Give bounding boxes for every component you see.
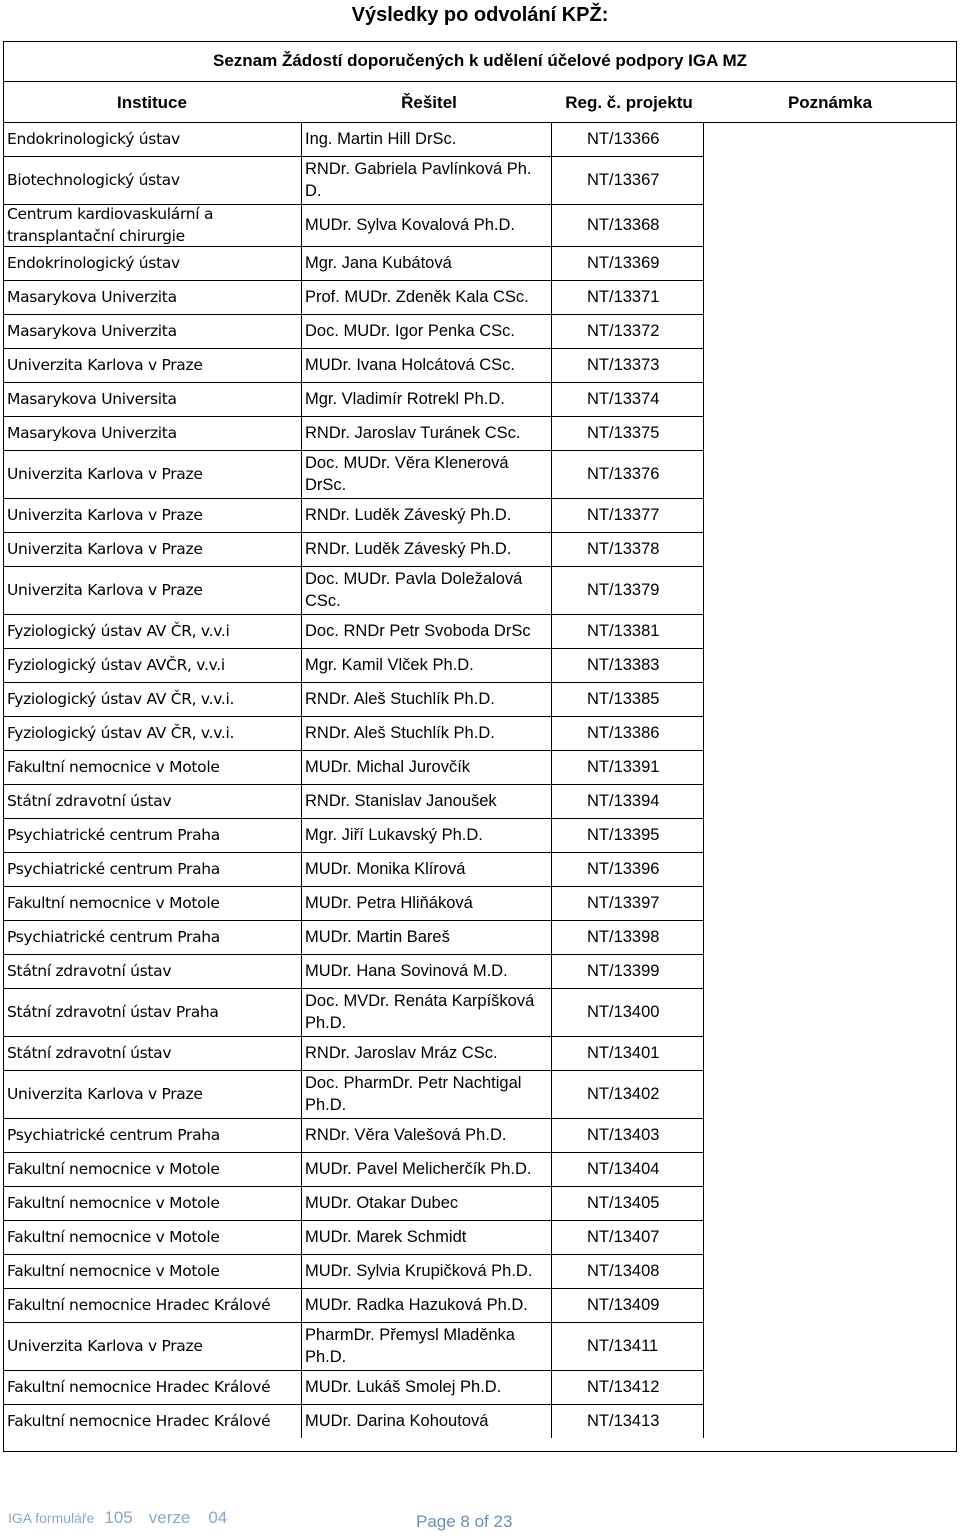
project-cell: NT/13386 xyxy=(587,724,660,742)
institution-cell: Univerzita Karlova v Praze xyxy=(7,506,203,524)
institution-cell: Státní zdravotní ústav xyxy=(7,1044,172,1062)
project-cell: NT/13374 xyxy=(587,390,660,408)
institution-cell: Psychiatrické centrum Praha xyxy=(7,826,220,844)
institution-cell: Masarykova Univerzita xyxy=(7,288,177,306)
solver-cell: MUDr. Pavel Melicherčík Ph.D. xyxy=(305,1160,532,1178)
institution-cell: Fakultní nemocnice Hradec Králové xyxy=(7,1296,271,1314)
column-header-institution: Instituce xyxy=(117,93,187,112)
project-cell: NT/13396 xyxy=(587,860,660,878)
solver-cell: RNDr. Věra Valešová Ph.D. xyxy=(305,1126,507,1144)
institution-cell: Univerzita Karlova v Praze xyxy=(7,540,203,558)
solver-cell: MUDr. Michal Jurovčík xyxy=(305,758,471,776)
institution-cell: Biotechnologický ústav xyxy=(7,171,180,189)
table-header xyxy=(4,88,956,118)
project-cell: NT/13372 xyxy=(587,322,660,340)
solver-cell: Doc. MVDr. Renáta Karpíšková Ph.D. xyxy=(305,992,535,1032)
solver-cell: Doc. MUDr. Igor Penka CSc. xyxy=(305,322,515,340)
project-cell: NT/13385 xyxy=(587,690,660,708)
solver-cell: MUDr. Radka Hazuková Ph.D. xyxy=(305,1296,528,1314)
institution-cell: Univerzita Karlova v Praze xyxy=(7,581,203,599)
institution-cell: Endokrinologický ústav xyxy=(7,130,180,148)
project-cell: NT/13371 xyxy=(587,288,660,306)
institution-cell: Univerzita Karlova v Praze xyxy=(7,1337,203,1355)
solver-cell: Ing. Martin Hill DrSc. xyxy=(305,130,457,148)
form-label: IGA formuláře xyxy=(8,1510,95,1526)
institution-cell: Centrum kardiovaskulární a transplantační chirurgie xyxy=(7,205,214,245)
page-title: Výsledky po odvolání KPŽ: xyxy=(351,4,609,26)
solver-cell: RNDr. Gabriela Pavlínková Ph. D. xyxy=(305,160,532,200)
institution-cell: Fakultní nemocnice v Motole xyxy=(7,1160,220,1178)
institution-cell: Fyziologický ústav AV ČR, v.v.i. xyxy=(7,690,235,708)
institution-cell: Fyziologický ústav AV ČR, v.v.i xyxy=(7,622,230,640)
solver-cell: MUDr. Hana Sovinová M.D. xyxy=(305,962,508,980)
version-number: 04 xyxy=(208,1508,228,1527)
project-cell: NT/13368 xyxy=(587,216,660,234)
project-cell: NT/13400 xyxy=(587,1003,660,1021)
column-header-note: Poznámka xyxy=(787,93,873,112)
column-divider xyxy=(703,122,704,1438)
solver-cell: RNDr. Jaroslav Turánek CSc. xyxy=(305,424,521,442)
institution-cell: Fakultní nemocnice v Motole xyxy=(7,1262,220,1280)
solver-cell: MUDr. Sylva Kovalová Ph.D. xyxy=(305,216,515,234)
solver-cell: RNDr. Luděk Záveský Ph.D. xyxy=(305,506,512,524)
solver-cell: RNDr. Stanislav Janoušek xyxy=(305,792,497,810)
solver-cell: MUDr. Otakar Dubec xyxy=(305,1194,459,1212)
project-cell: NT/13397 xyxy=(587,894,660,912)
institution-cell: Fakultní nemocnice v Motole xyxy=(7,758,220,776)
institution-cell: Fakultní nemocnice Hradec Králové xyxy=(7,1378,271,1396)
column-divider xyxy=(551,122,552,1438)
institution-cell: Fyziologický ústav AVČR, v.v.i xyxy=(7,656,225,674)
project-cell: NT/13383 xyxy=(587,656,660,674)
institution-cell: Masarykova Univerzita xyxy=(7,322,177,340)
version-label: verze xyxy=(148,1508,191,1527)
solver-cell: Mgr. Vladimír Rotrekl Ph.D. xyxy=(305,390,505,408)
project-cell: NT/13411 xyxy=(587,1337,659,1355)
solver-cell: Doc. RNDr Petr Svoboda DrSc xyxy=(305,622,531,640)
solver-cell: MUDr. Martin Bareš xyxy=(305,928,450,946)
project-cell: NT/13398 xyxy=(587,928,660,946)
solver-cell: MUDr. Monika Klírová xyxy=(305,860,466,878)
project-cell: NT/13394 xyxy=(587,792,660,810)
solver-cell: MUDr. Marek Schmidt xyxy=(305,1228,467,1246)
project-cell: NT/13402 xyxy=(587,1085,660,1103)
project-cell: NT/13413 xyxy=(587,1412,660,1430)
institution-cell: Masarykova Univerzita xyxy=(7,424,177,442)
subtitle-divider xyxy=(4,81,956,82)
header-divider xyxy=(4,122,956,123)
project-cell: NT/13408 xyxy=(587,1262,660,1280)
institution-cell: Endokrinologický ústav xyxy=(7,254,180,272)
solver-cell: MUDr. Petra Hliňáková xyxy=(305,894,473,912)
institution-cell: Psychiatrické centrum Praha xyxy=(7,1126,220,1144)
institution-cell: Fakultní nemocnice Hradec Králové xyxy=(7,1412,271,1430)
project-cell: NT/13381 xyxy=(587,622,660,640)
project-cell: NT/13404 xyxy=(587,1160,660,1178)
column-divider xyxy=(301,122,302,1438)
project-cell: NT/13378 xyxy=(587,540,660,558)
solver-cell: Doc. MUDr. Pavla Doležalová CSc. xyxy=(305,570,523,610)
project-cell: NT/13403 xyxy=(587,1126,660,1144)
solver-cell: RNDr. Jaroslav Mráz CSc. xyxy=(305,1044,498,1062)
column-header-project: Reg. č. projektu xyxy=(565,93,693,112)
solver-cell: MUDr. Darina Kohoutová xyxy=(305,1412,489,1430)
institution-cell: Státní zdravotní ústav Praha xyxy=(7,1003,219,1021)
solver-cell: PharmDr. Přemysl Mladěnka Ph.D. xyxy=(305,1326,515,1366)
project-cell: NT/13375 xyxy=(587,424,660,442)
project-cell: NT/13412 xyxy=(587,1378,660,1396)
institution-cell: Fakultní nemocnice v Motole xyxy=(7,894,220,912)
project-cell: NT/13379 xyxy=(587,581,660,599)
solver-cell: MUDr. Sylvia Krupičková Ph.D. xyxy=(305,1262,533,1280)
institution-cell: Univerzita Karlova v Praze xyxy=(7,465,203,483)
form-number: 105 xyxy=(104,1508,133,1527)
solver-cell: MUDr. Lukáš Smolej Ph.D. xyxy=(305,1378,502,1396)
solver-cell: Doc. MUDr. Věra Klenerová DrSc. xyxy=(305,454,509,494)
project-cell: NT/13405 xyxy=(587,1194,660,1212)
solver-cell: RNDr. Luděk Záveský Ph.D. xyxy=(305,540,512,558)
solver-cell: RNDr. Aleš Stuchlík Ph.D. xyxy=(305,724,495,742)
institution-cell: Psychiatrické centrum Praha xyxy=(7,860,220,878)
institution-cell: Státní zdravotní ústav xyxy=(7,792,172,810)
project-cell: NT/13376 xyxy=(587,465,660,483)
project-cell: NT/13401 xyxy=(587,1044,660,1062)
form-footer xyxy=(8,1508,227,1534)
table-subtitle: Seznam Žádostí doporučených k udělení účelové podpory IGA MZ xyxy=(212,51,747,70)
solver-cell: Mgr. Kamil Vlček Ph.D. xyxy=(305,656,474,674)
project-cell: NT/13377 xyxy=(587,506,660,524)
project-cell: NT/13395 xyxy=(587,826,660,844)
solver-cell: RNDr. Aleš Stuchlík Ph.D. xyxy=(305,690,495,708)
solver-cell: Prof. MUDr. Zdeněk Kala CSc. xyxy=(305,288,529,306)
institution-cell: Státní zdravotní ústav xyxy=(7,962,172,980)
project-cell: NT/13367 xyxy=(587,171,660,189)
project-cell: NT/13391 xyxy=(587,758,660,776)
project-cell: NT/13369 xyxy=(587,254,660,272)
institution-cell: Fakultní nemocnice v Motole xyxy=(7,1228,220,1246)
page-number: Page 8 of 23 xyxy=(416,1512,513,1531)
project-cell: NT/13373 xyxy=(587,356,660,374)
project-cell: NT/13399 xyxy=(587,962,660,980)
solver-cell: Mgr. Jiří Lukavský Ph.D. xyxy=(305,826,483,844)
solver-cell: Mgr. Jana Kubátová xyxy=(305,254,452,272)
project-cell: NT/13409 xyxy=(587,1296,660,1314)
column-header-solver: Řešitel xyxy=(401,93,457,112)
institution-cell: Psychiatrické centrum Praha xyxy=(7,928,220,946)
institution-cell: Fakultní nemocnice v Motole xyxy=(7,1194,220,1212)
solver-cell: MUDr. Ivana Holcátová CSc. xyxy=(305,356,515,374)
institution-cell: Univerzita Karlova v Praze xyxy=(7,1085,203,1103)
institution-cell: Univerzita Karlova v Praze xyxy=(7,356,203,374)
institution-cell: Fyziologický ústav AV ČR, v.v.i. xyxy=(7,724,235,742)
solver-cell: Doc. PharmDr. Petr Nachtigal Ph.D. xyxy=(305,1074,522,1114)
project-cell: NT/13407 xyxy=(587,1228,660,1246)
project-cell: NT/13366 xyxy=(587,130,660,148)
institution-cell: Masarykova Universita xyxy=(7,390,177,408)
